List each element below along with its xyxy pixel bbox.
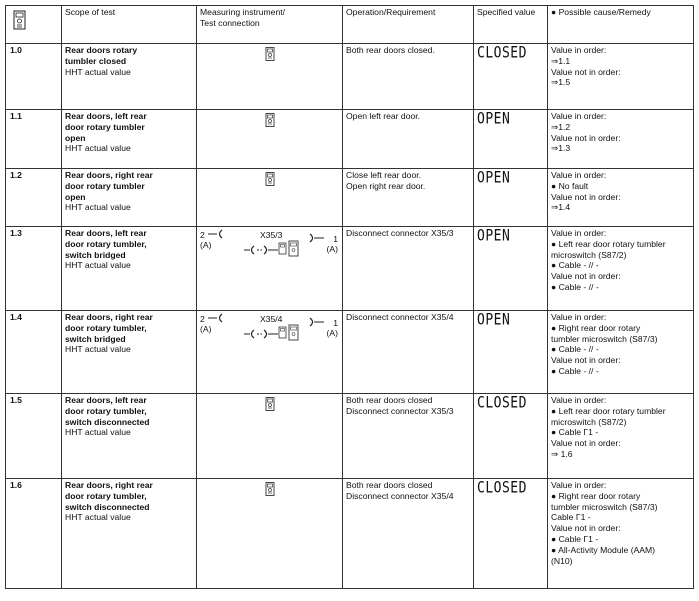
specified-value: CLOSED [477, 43, 527, 63]
remedy-text: Value in order: [551, 170, 607, 180]
operation-text: Disconnect connector X35/3 [346, 228, 454, 238]
remedy-text: ⇒1.2 [551, 121, 571, 132]
specified-cell [474, 169, 548, 227]
connector-pin-right-sub: (A) [326, 328, 338, 338]
operation-text: Open right rear door. [346, 180, 426, 191]
operation-cell [343, 110, 474, 169]
scope-cell [62, 394, 197, 479]
scope-text: Rear doors, right rear [65, 170, 153, 180]
remedy-text: (N10) [551, 555, 573, 566]
remedy-text: ● All-Activity Module (AAM) [551, 544, 656, 555]
multimeter-icon [265, 482, 275, 496]
table-row [6, 311, 694, 394]
row-number: 1.6 [6, 479, 62, 589]
scope-text: Rear doors, left rear [65, 228, 147, 238]
multimeter-icon [265, 397, 275, 411]
specified-value: OPEN [477, 310, 511, 330]
remedy-text: microswitch (S87/2) [551, 416, 627, 427]
connector-pin-left: 2 [200, 230, 205, 240]
table-row [6, 479, 694, 589]
remedy-text: ● Cable Γ1 - [551, 427, 599, 438]
multimeter-icon [265, 172, 275, 186]
remedy-text: ⇒1.4 [551, 202, 571, 213]
operation-cell [343, 479, 474, 589]
remedy-text: tumbler microswitch (S87/3) [551, 501, 658, 512]
scope-cell [62, 227, 197, 311]
scope-text: door rotary tumbler [65, 180, 145, 191]
remedy-text: ● Cable - // - [551, 281, 599, 292]
multimeter-icon [265, 113, 275, 127]
remedy-text: ● Cable - // - [551, 365, 599, 376]
operation-text: Both rear doors closed [346, 395, 433, 405]
remedy-text: Value not in order: [551, 438, 621, 449]
scope-cell [62, 311, 197, 394]
connector-pin-left-sub: (A) [200, 324, 212, 334]
connector-pin-left-sub: (A) [200, 240, 212, 250]
remedy-text: ● Cable Γ1 - [551, 533, 599, 544]
scope-text: Rear doors, right rear [65, 312, 153, 322]
operation-text: Disconnect connector X35/3 [346, 405, 454, 416]
remedy-text: ● Cable - // - [551, 260, 599, 271]
connector-diagram [200, 312, 340, 354]
scope-text: tumbler closed [65, 55, 127, 66]
operation-text: Open left rear door. [346, 111, 421, 121]
instrument-cell [197, 479, 343, 589]
scope-text: Rear doors, left rear [65, 111, 147, 121]
instrument-cell [197, 227, 343, 311]
scope-cell [62, 110, 197, 169]
table-header-row [6, 6, 694, 44]
connector-pin-right: 1 [333, 318, 338, 328]
specified-cell [474, 110, 548, 169]
remedy-text: Value not in order: [551, 66, 621, 77]
instrument-cell [197, 44, 343, 110]
operation-cell [343, 44, 474, 110]
header-remedy: ● Possible cause/Remedy [548, 6, 694, 44]
operation-cell [343, 394, 474, 479]
operation-text: Disconnect connector X35/4 [346, 490, 454, 501]
remedy-text: Value in order: [551, 312, 607, 322]
remedy-text: Value in order: [551, 45, 607, 55]
remedy-text: Value not in order: [551, 523, 621, 534]
header-scope: Scope of test [62, 6, 197, 44]
scope-text: door rotary tumbler, [65, 322, 147, 333]
scope-text: door rotary tumbler, [65, 238, 147, 249]
scope-text: switch disconnected [65, 416, 150, 427]
scope-note: HHT actual value [65, 512, 131, 523]
operation-text: Disconnect connector X35/4 [346, 312, 454, 322]
table-row [6, 44, 694, 110]
remedy-cell [548, 227, 694, 311]
remedy-text: Value in order: [551, 228, 607, 238]
specified-value: OPEN [477, 168, 511, 188]
test-table [5, 5, 694, 589]
header-specified: Specified value [474, 6, 548, 44]
scope-text: switch bridged [65, 333, 126, 344]
table-row [6, 227, 694, 311]
scope-cell [62, 44, 197, 110]
scope-note: HHT actual value [65, 427, 131, 438]
connector-label: X35/3 [260, 230, 283, 240]
specified-cell [474, 44, 548, 110]
row-number: 1.4 [6, 311, 62, 394]
scope-cell [62, 169, 197, 227]
scope-text: door rotary tumbler [65, 121, 145, 132]
operation-cell [343, 311, 474, 394]
scope-note: HHT actual value [65, 344, 131, 355]
scope-text: open [65, 132, 86, 143]
remedy-text: Value not in order: [551, 271, 621, 282]
scope-text: door rotary tumbler, [65, 490, 147, 501]
remedy-text: tumbler microswitch (S87/3) [551, 333, 658, 344]
connector-pin-right: 1 [333, 234, 338, 244]
remedy-text: Value in order: [551, 111, 607, 121]
remedy-cell [548, 44, 694, 110]
scope-text: switch disconnected [65, 501, 150, 512]
scope-note: HHT actual value [65, 260, 131, 271]
row-number: 1.2 [6, 169, 62, 227]
remedy-text: Value not in order: [551, 132, 621, 143]
remedy-cell [548, 311, 694, 394]
scope-text: Rear doors, left rear [65, 395, 147, 405]
remedy-text: Cable Γ1 - [551, 512, 591, 523]
scope-text: Rear doors rotary [65, 45, 138, 55]
instrument-cell [197, 394, 343, 479]
table-row [6, 394, 694, 479]
scope-note: HHT actual value [65, 202, 131, 213]
table-row [6, 169, 694, 227]
remedy-text: ● Right rear door rotary [551, 490, 641, 501]
specified-value: OPEN [477, 109, 511, 129]
operation-text: Both rear doors closed. [346, 45, 435, 55]
remedy-text: Value in order: [551, 395, 607, 405]
remedy-text: Value not in order: [551, 191, 621, 202]
operation-text: Both rear doors closed [346, 480, 433, 490]
connector-pin-right-sub: (A) [326, 244, 338, 254]
table-row [6, 110, 694, 169]
remedy-text: Value not in order: [551, 355, 621, 366]
remedy-text: ⇒ 1.6 [551, 448, 573, 459]
remedy-text: ● Cable - // - [551, 344, 599, 355]
connector-label: X35/4 [260, 314, 283, 324]
instrument-cell [197, 110, 343, 169]
instrument-cell [197, 169, 343, 227]
remedy-cell [548, 110, 694, 169]
specified-cell [474, 311, 548, 394]
header-instrument: Measuring instrument/ Test connection [197, 6, 343, 44]
multimeter-icon [265, 47, 275, 61]
remedy-text: ⇒1.5 [551, 77, 571, 88]
header-icon-cell [6, 6, 62, 44]
remedy-text: ● Left rear door rotary tumbler [551, 238, 666, 249]
specified-value: OPEN [477, 226, 511, 246]
scope-cell [62, 479, 197, 589]
instrument-cell [197, 311, 343, 394]
scope-text: switch bridged [65, 249, 126, 260]
scope-note: HHT actual value [65, 143, 131, 154]
specified-cell [474, 479, 548, 589]
remedy-cell [548, 394, 694, 479]
row-number: 1.1 [6, 110, 62, 169]
operation-cell [343, 227, 474, 311]
remedy-text: microswitch (S87/2) [551, 249, 627, 260]
remedy-text: ⇒1.1 [551, 55, 571, 66]
remedy-text: ● Right rear door rotary [551, 322, 641, 333]
remedy-text: ● Left rear door rotary tumbler [551, 405, 666, 416]
operation-cell [343, 169, 474, 227]
operation-text: Close left rear door. [346, 170, 421, 180]
scope-note: HHT actual value [65, 66, 131, 77]
specified-cell [474, 394, 548, 479]
scope-text: door rotary tumbler, [65, 405, 147, 416]
row-number: 1.0 [6, 44, 62, 110]
row-number: 1.5 [6, 394, 62, 479]
multimeter-icon [13, 10, 26, 30]
connector-diagram [200, 228, 340, 270]
scope-text: Rear doors, right rear [65, 480, 153, 490]
remedy-text: ⇒1.3 [551, 143, 571, 154]
scope-text: open [65, 191, 86, 202]
specified-value: CLOSED [477, 393, 527, 413]
row-number: 1.3 [6, 227, 62, 311]
header-operation: Operation/Requirement [343, 6, 474, 44]
remedy-text: ● No fault [551, 180, 589, 191]
remedy-text: Value in order: [551, 480, 607, 490]
remedy-cell [548, 169, 694, 227]
specified-cell [474, 227, 548, 311]
connector-pin-left: 2 [200, 314, 205, 324]
specified-value: CLOSED [477, 478, 527, 498]
remedy-cell [548, 479, 694, 589]
